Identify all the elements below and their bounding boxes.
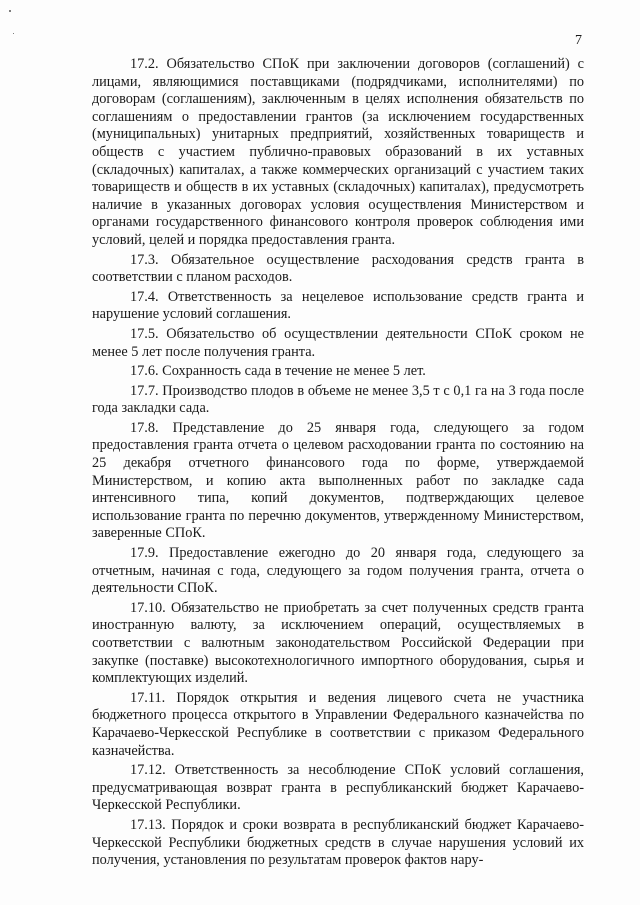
paragraph-17-13: 17.13. Порядок и сроки возврата в республиканский бюджет Карачаево-Черкесской Республики бюджетных средств в случае нарушения условий их получения, установления по результатам проверок фактов нару- (92, 816, 584, 869)
paragraph-17-2: 17.2. Обязательство СПоК при заключении договоров (соглашений) с лицами, являющимися поставщиками (подрядчиками, исполнителями) по договорам (соглашениям), заключенным в целях исполнения обязательств по соглашениям о предоставлении грантов (за исключением государственных (муниципальных) унитарных предприятий, хозяйственных товариществ и обществ с участием публично-правовых образований в их уставных (складочных) капиталах, а также коммерческих организаций с участием таких товариществ и обществ в их уставных (складочных) капиталах), предусмотреть наличие в указанных договорах условия осуществления Министерством и органами государственного финансового контроля проверок соблюдения ими условий, целей и порядка предоставления гранта. (92, 56, 584, 248)
paragraph-17-5: 17.5. Обязательство об осуществлении деятельности СПоК сроком не менее 5 лет после получения гранта. (92, 325, 584, 360)
paragraph-17-3: 17.3. Обязательное осуществление расходования средств гранта в соответствии с планом расходов. (92, 251, 584, 286)
paragraph-17-8: 17.8. Представление до 25 января года, следующего за годом предоставления гранта отчета о целевом расходовании гранта по состоянию на 25 декабря отчетного финансового года по форме, утверждаемой Министерством, и копию акта выполненных работ по закладке сада интенсивного типа, копий документов, подтверждающих целевое использование гранта по перечню документов, утвержденному Министерством, заверенные СПоК. (92, 419, 584, 542)
page-number: 7 (575, 33, 582, 48)
scan-speck (13, 33, 14, 34)
paragraph-17-12: 17.12. Ответственность за несоблюдение СПоК условий соглашения, предусматривающая возврат гранта в республиканский бюджет Карачаево-Черкесской Республики. (92, 762, 584, 814)
paragraph-17-9: 17.9. Предоставление ежегодно до 20 января года, следующего за отчетным, начиная с года, следующего за годом получения гранта, отчета о деятельности СПоК. (92, 545, 584, 597)
document-body (92, 56, 584, 872)
paragraph-17-4: 17.4. Ответственность за нецелевое использование средств гранта и нарушение условий соглашения. (92, 288, 584, 323)
scan-speck (9, 10, 11, 12)
paragraph-17-7: 17.7. Производство плодов в объеме не менее 3,5 т с 0,1 га на 3 года после года закладки сада. (92, 382, 584, 417)
paragraph-17-6: 17.6. Сохранность сада в течение не менее 5 лет. (130, 363, 426, 380)
paragraph-17-11: 17.11. Порядок открытия и ведения лицевого счета не участника бюджетного процесса открытого в Управлении Федерального казначейства по Карачаево-Черкесской Республике в соответствии с приказом Федерального казначейства. (92, 689, 584, 759)
paragraph-17-10: 17.10. Обязательство не приобретать за счет полученных средств гранта иностранную валюту, за исключением операций, осуществляемых в соответствии с валютным законодательством Российской Федерации при закупке (поставке) высокотехнологичного импортного оборудования, сырья и комплектующих изделий. (92, 599, 584, 687)
